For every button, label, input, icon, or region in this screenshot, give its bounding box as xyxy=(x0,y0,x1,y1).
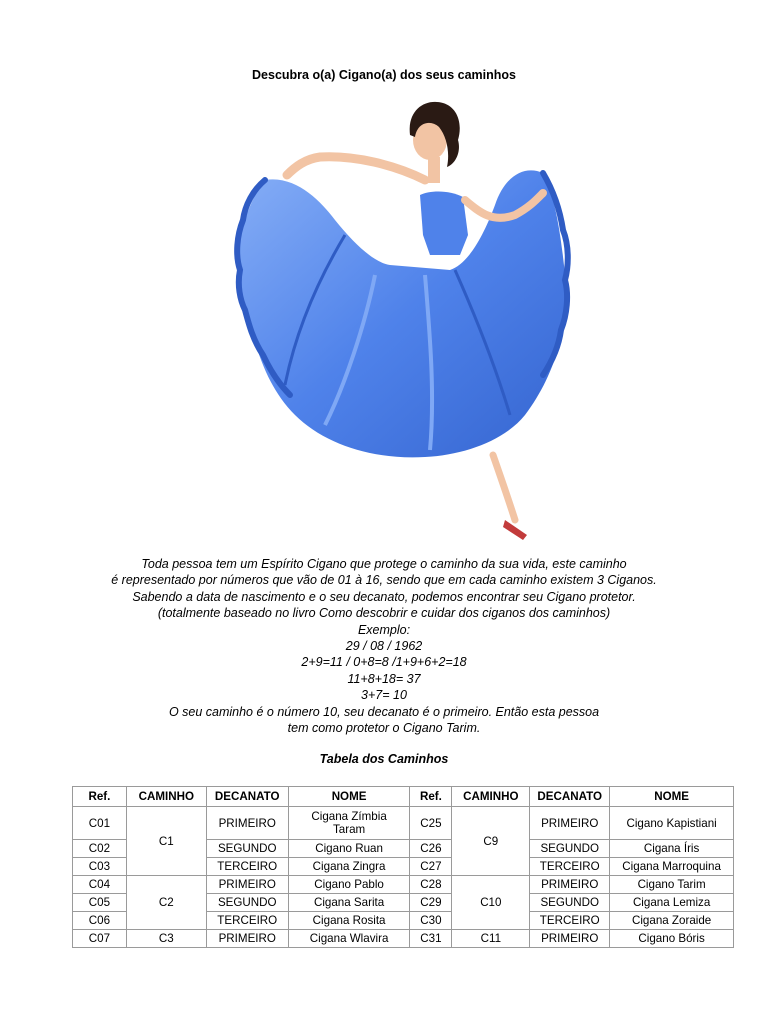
intro-line: (totalmente baseado no livro Como descobrir e cuidar dos ciganos dos caminhos) xyxy=(157,606,611,621)
header-ref: Ref. xyxy=(73,787,127,807)
cell-caminho: C3 xyxy=(126,930,206,948)
table-header-row xyxy=(73,787,734,807)
cell-ref: C25 xyxy=(410,807,452,840)
cell-decanato: PRIMEIRO xyxy=(206,930,288,948)
cell-caminho: C11 xyxy=(452,930,530,948)
header-decanato: DECANATO xyxy=(530,787,610,807)
cell-ref: C04 xyxy=(73,876,127,894)
cell-ref: C31 xyxy=(410,930,452,948)
cell-ref: C30 xyxy=(410,912,452,930)
cell-ref: C06 xyxy=(73,912,127,930)
cell-decanato: PRIMEIRO xyxy=(530,930,610,948)
intro-text xyxy=(60,556,708,736)
header-caminho: CAMINHO xyxy=(126,787,206,807)
cell-ref: C29 xyxy=(410,894,452,912)
header-nome: NOME xyxy=(610,787,734,807)
cell-decanato: SEGUNDO xyxy=(206,894,288,912)
cell-ref: C27 xyxy=(410,858,452,876)
cell-nome: Cigano Kapistiani xyxy=(610,807,734,840)
cell-nome: Cigana Marroquina xyxy=(610,858,734,876)
cell-caminho: C10 xyxy=(452,876,530,930)
neck xyxy=(428,157,440,183)
cell-nome: Cigana Lemiza xyxy=(610,894,734,912)
cell-nome: Cigana Zingra xyxy=(288,858,410,876)
cell-nome: Cigana Zímbia Taram xyxy=(288,807,410,840)
intro-line: Toda pessoa tem um Espírito Cigano que protege o caminho da sua vida, este caminho xyxy=(141,557,627,571)
cell-nome: Cigana Rosita xyxy=(288,912,410,930)
dress-bodice xyxy=(420,191,468,255)
header-nome: NOME xyxy=(288,787,410,807)
cell-decanato: TERCEIRO xyxy=(530,912,610,930)
intro-line: Exemplo: xyxy=(357,622,411,637)
cell-caminho: C9 xyxy=(452,807,530,876)
intro-line: é representado por números que vão de 01 à 16, sendo que em cada caminho existem 3 Ciganos. xyxy=(111,573,657,588)
table-row xyxy=(73,930,734,948)
cell-ref: C03 xyxy=(73,858,127,876)
header-caminho: CAMINHO xyxy=(452,787,530,807)
cell-ref: C28 xyxy=(410,876,452,894)
cell-nome: Cigana Wlavira xyxy=(288,930,410,948)
cell-ref: C07 xyxy=(73,930,127,948)
header-decanato: DECANATO xyxy=(206,787,288,807)
cell-decanato: SEGUNDO xyxy=(530,894,610,912)
table-title: Tabela dos Caminhos xyxy=(319,752,449,766)
cell-ref: C02 xyxy=(73,840,127,858)
header-ref: Ref. xyxy=(410,787,452,807)
leg xyxy=(493,455,515,520)
cell-caminho: C2 xyxy=(126,876,206,930)
gypsy-dancer-illustration xyxy=(225,95,580,545)
cell-nome: Cigano Tarim xyxy=(610,876,734,894)
cell-nome: Cigano Pablo xyxy=(288,876,410,894)
cell-decanato: PRIMEIRO xyxy=(530,876,610,894)
cell-decanato: PRIMEIRO xyxy=(206,876,288,894)
cell-ref: C26 xyxy=(410,840,452,858)
cell-nome: Cigano Bóris xyxy=(610,930,734,948)
arm-left xyxy=(287,157,425,180)
cell-decanato: PRIMEIRO xyxy=(530,807,610,840)
intro-line: 29 / 08 / 1962 xyxy=(345,639,423,654)
table-row xyxy=(73,876,734,894)
cell-decanato: TERCEIRO xyxy=(206,912,288,930)
cell-decanato: TERCEIRO xyxy=(206,858,288,876)
cell-nome: Cigana Zoraide xyxy=(610,912,734,930)
cell-ref: C05 xyxy=(73,894,127,912)
cell-nome: Cigano Ruan xyxy=(288,840,410,858)
intro-line: O seu caminho é o número 10, seu decanato é o primeiro. Então esta pessoa xyxy=(168,704,600,719)
intro-line: Sabendo a data de nascimento e o seu decanato, podemos encontrar seu Cigano protetor. xyxy=(132,589,636,604)
intro-line: 3+7= 10 xyxy=(361,688,407,703)
cell-decanato: SEGUNDO xyxy=(530,840,610,858)
intro-line: tem como protetor o Cigano Tarim. xyxy=(287,721,481,736)
cell-nome: Cigana Sarita xyxy=(288,894,410,912)
cell-ref: C01 xyxy=(73,807,127,840)
cell-nome: Cigana Íris xyxy=(610,840,734,858)
intro-line: 11+8+18= 37 xyxy=(347,671,421,686)
cell-decanato: SEGUNDO xyxy=(206,840,288,858)
cell-caminho: C1 xyxy=(126,807,206,876)
cell-decanato: TERCEIRO xyxy=(530,858,610,876)
page-title: Descubra o(a) Cigano(a) dos seus caminhos xyxy=(252,68,516,82)
intro-line: 2+9=11 / 0+8=8 /1+9+6+2=18 xyxy=(301,655,467,670)
paths-table xyxy=(72,786,734,948)
cell-decanato: PRIMEIRO xyxy=(206,807,288,840)
table-row xyxy=(73,807,734,840)
